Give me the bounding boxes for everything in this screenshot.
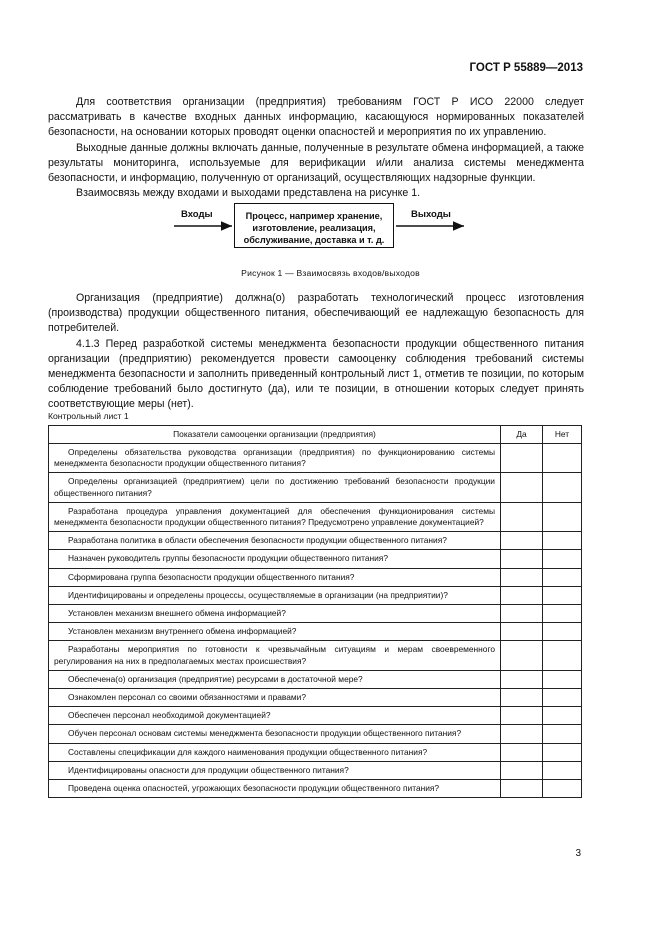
no-cell[interactable] [543, 641, 582, 670]
question-text: Идентифицированы опасности для продукции общественного питания? [68, 764, 349, 775]
checklist-question [49, 473, 501, 502]
checklist-question [49, 743, 501, 761]
table-row [49, 725, 582, 743]
paragraph: Взаимосвязь между входами и выходами представлена на рисунке 1. [76, 187, 421, 200]
checklist-question [49, 670, 501, 688]
table-row [49, 502, 582, 531]
checklist-question [49, 532, 501, 550]
question-text: Установлен механизм внутреннего обмена информацией? [68, 626, 297, 637]
paragraph: 4.1.3 Перед разработкой системы менеджмента безопасности продукции общественного питания организации (предприятию) рекомендуется провести самооценку соблюдения требований системы менеджмента безопасности и заполнить приведенный контрольный лист 1, отметив те позиции, по которым соблюдение требований было достигнуто (да), или те позиции, в отношении которых следует принять соответствующие меры (нет). [48, 337, 584, 411]
document-code: ГОСТ Р 55889—2013 [469, 62, 583, 74]
page-number: 3 [575, 848, 581, 859]
checklist-question [49, 568, 501, 586]
question-text: Сформирована группа безопасности продукции общественного питания? [68, 571, 355, 582]
checklist-question [49, 623, 501, 641]
yes-cell[interactable] [501, 586, 543, 604]
paragraph: Выходные данные должны включать данные, полученные в результате обмена информацией, а также результаты мониторинга, используемые для верификации и/или анализа системы менеджмента безопасности, и информацию, полученную от организаций, осуществляющих надзорные функции. [48, 141, 584, 185]
no-cell[interactable] [543, 707, 582, 725]
no-cell[interactable] [543, 780, 582, 798]
no-cell[interactable] [543, 502, 582, 531]
no-cell[interactable] [543, 444, 582, 473]
process-box: Процесс, например хранение, изготовление, реализация, обслуживание, доставка и т. д. [234, 203, 394, 248]
no-cell[interactable] [543, 689, 582, 707]
checklist-question [49, 550, 501, 568]
table-row [49, 641, 582, 670]
checklist-question [49, 502, 501, 531]
yes-cell[interactable] [501, 689, 543, 707]
yes-cell[interactable] [501, 568, 543, 586]
checklist-question [49, 586, 501, 604]
checklist-question [49, 725, 501, 743]
question-text: Установлен механизм внешнего обмена информацией? [68, 608, 286, 619]
table-row [49, 550, 582, 568]
yes-cell[interactable] [501, 707, 543, 725]
question-text: Определены организацией (предприятием) цели по достижению требований безопасности продукции общественного питания? [54, 476, 495, 498]
table-row [49, 568, 582, 586]
table-header-row [49, 426, 582, 444]
no-cell[interactable] [543, 586, 582, 604]
checklist-question [49, 641, 501, 670]
yes-cell[interactable] [501, 502, 543, 531]
yes-cell[interactable] [501, 761, 543, 779]
figure-caption: Рисунок 1 — Взаимосвязь входов/выходов [241, 268, 420, 278]
table-row [49, 473, 582, 502]
table-row [49, 780, 582, 798]
column-header-yes: Да [501, 426, 543, 444]
table-row [49, 743, 582, 761]
checklist-title: Контрольный лист 1 [48, 411, 129, 421]
io-diagram [150, 199, 480, 259]
yes-cell[interactable] [501, 670, 543, 688]
checklist-question [49, 689, 501, 707]
checklist-question [49, 444, 501, 473]
column-header-indicator: Показатели самооценки организации (предприятия) [49, 426, 501, 444]
no-cell[interactable] [543, 725, 582, 743]
no-cell[interactable] [543, 623, 582, 641]
no-cell[interactable] [543, 761, 582, 779]
column-header-no: Нет [543, 426, 582, 444]
question-text: Обеспечен персонал необходимой документацией? [68, 710, 271, 721]
question-text: Идентифицированы и определены процессы, осуществляемые в организации (на предприятии)? [68, 589, 448, 600]
table-row [49, 707, 582, 725]
yes-cell[interactable] [501, 641, 543, 670]
checklist-question [49, 605, 501, 623]
paragraph: Для соответствия организации (предприятия) требованиям ГОСТ Р ИСО 22000 следует рассматривать в качестве входных данных информацию, касающуюся нормированных показателей безопасности, на основании которых проводят оценки опасностей и мероприятия по их управлению. [48, 96, 584, 139]
table-row [49, 444, 582, 473]
paragraph: Организация (предприятие) должна(о) разработать технологический процесс изготовления (производства) продукции общественного питания, обеспечивающий ее надлежащую безопасность для потребителей. [48, 292, 584, 335]
yes-cell[interactable] [501, 532, 543, 550]
yes-cell[interactable] [501, 550, 543, 568]
question-text: Составлены спецификации для каждого наименования продукции общественного питания? [68, 746, 428, 757]
no-cell[interactable] [543, 670, 582, 688]
table-row [49, 689, 582, 707]
table-row [49, 761, 582, 779]
question-text: Проведена оценка опасностей, угрожающих безопасности продукции общественного питания? [68, 783, 440, 794]
question-text: Разработана политика в области обеспечения безопасности продукции общественного питания? [68, 535, 447, 546]
table-row [49, 670, 582, 688]
checklist-question [49, 761, 501, 779]
yes-cell[interactable] [501, 743, 543, 761]
table-row [49, 532, 582, 550]
question-text: Разработана процедура управления документацией для обеспечения функционирования системы менеджмента безопасности продукции общественного питания? Предусмотрено управление документацией? [54, 505, 495, 528]
no-cell[interactable] [543, 568, 582, 586]
table-row [49, 586, 582, 604]
table-row [49, 623, 582, 641]
no-cell[interactable] [543, 550, 582, 568]
checklist-table [48, 425, 582, 798]
question-text: Назначен руководитель группы безопасности продукции общественного питания? [68, 553, 388, 564]
intro-text [48, 95, 584, 201]
checklist-question [49, 707, 501, 725]
yes-cell[interactable] [501, 444, 543, 473]
yes-cell[interactable] [501, 605, 543, 623]
no-cell[interactable] [543, 473, 582, 502]
inputs-label: Входы [181, 209, 213, 220]
outputs-label: Выходы [411, 209, 451, 220]
yes-cell[interactable] [501, 623, 543, 641]
question-text: Обучен персонал основам системы менеджмента безопасности продукции общественного питания? [68, 728, 462, 739]
yes-cell[interactable] [501, 473, 543, 502]
yes-cell[interactable] [501, 780, 543, 798]
checklist-question [49, 780, 501, 798]
no-cell[interactable] [543, 605, 582, 623]
table-row [49, 605, 582, 623]
question-text: Разработаны мероприятия по готовности к чрезвычайным ситуациям и мерам своевременного регулирования на них в предполагаемых местах происшествия? [54, 644, 495, 666]
yes-cell[interactable] [501, 725, 543, 743]
no-cell[interactable] [543, 532, 582, 550]
question-text: Ознакомлен персонал со своими обязанностями и правами? [68, 692, 306, 703]
no-cell[interactable] [543, 743, 582, 761]
body-text [48, 291, 584, 413]
question-text: Обеспечена(о) организация (предприятие) ресурсами в достаточной мере? [68, 673, 363, 684]
question-text: Определены обязательства руководства организации (предприятия) по функционированию системы менеджмента безопасности продукции общественного питания? [54, 447, 495, 469]
